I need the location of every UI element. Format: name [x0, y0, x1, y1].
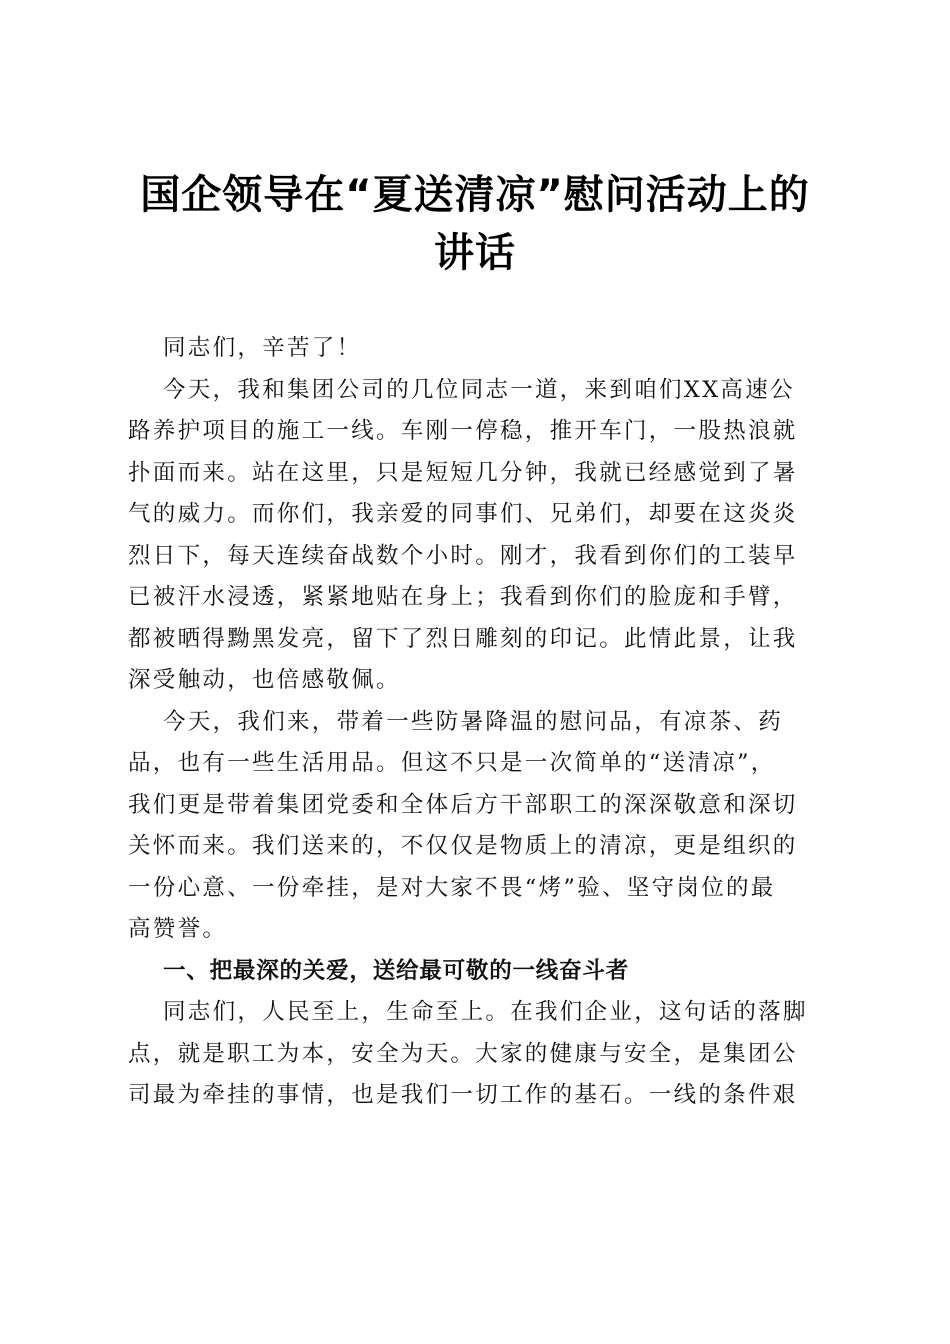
text-line: 品，也有一些生活用品。但这不只是一次简单的“送清凉”，	[128, 750, 776, 776]
title-line-1: 国企领导在“夏送清凉”慰问活动上的	[140, 172, 810, 218]
text-line: 一份心意、一份牵挂，是对大家不畏“烤”验、坚守岗位的最	[128, 874, 776, 901]
text-line: 同志们，人民至上，生命至上。在我们企业，这句话的落脚	[163, 999, 808, 1025]
document-body	[128, 328, 828, 1117]
text-line: 点，就是职工为本，安全为天。大家的健康与安全，是集团公	[128, 1040, 798, 1067]
title-line-2: 讲话	[434, 230, 516, 276]
text-line: 我们更是带着集团党委和全体后方干部职工的深深敬意和深切	[128, 791, 798, 818]
text-line: 关怀而来。我们送来的，不仅仅是物质上的清凉，更是组织的	[128, 833, 798, 859]
text-line: 烈日下，每天连续奋战数个小时。刚才，我看到你们的工装早	[128, 542, 798, 569]
text-line: 今天，我和集团公司的几位同志一道，来到咱们XX高速公	[163, 376, 795, 403]
text-line: 今天，我们来，带着一些防暑降温的慰问品，有凉茶、药	[163, 708, 784, 735]
text-line: 已被汗水浸透，紧紧地贴在身上；我看到你们的脸庞和手臂，	[128, 584, 798, 610]
text-line: 司最为牵挂的事情，也是我们一切工作的基石。一线的条件艰	[128, 1082, 798, 1108]
text-line: 扑面而来。站在这里，只是短短几分钟，我就已经感觉到了暑	[128, 459, 798, 486]
section-heading: 一、把最深的关爱，送给最可敬的一线奋斗者	[163, 957, 630, 984]
text-line: 深受触动，也倍感敬佩。	[128, 667, 401, 693]
text-line: 高赞誉。	[128, 916, 228, 942]
text-line: 都被晒得黝黑发亮，留下了烈日雕刻的印记。此情此景，让我	[128, 625, 798, 652]
text-line: 同志们，辛苦了！	[163, 335, 362, 361]
text-line: 路养护项目的施工一线。车刚一停稳，推开车门，一股热浪就	[128, 418, 798, 444]
document-title	[100, 166, 850, 282]
text-line: 气的威力。而你们，我亲爱的同事们、兄弟们，却要在这炎炎	[128, 501, 798, 527]
